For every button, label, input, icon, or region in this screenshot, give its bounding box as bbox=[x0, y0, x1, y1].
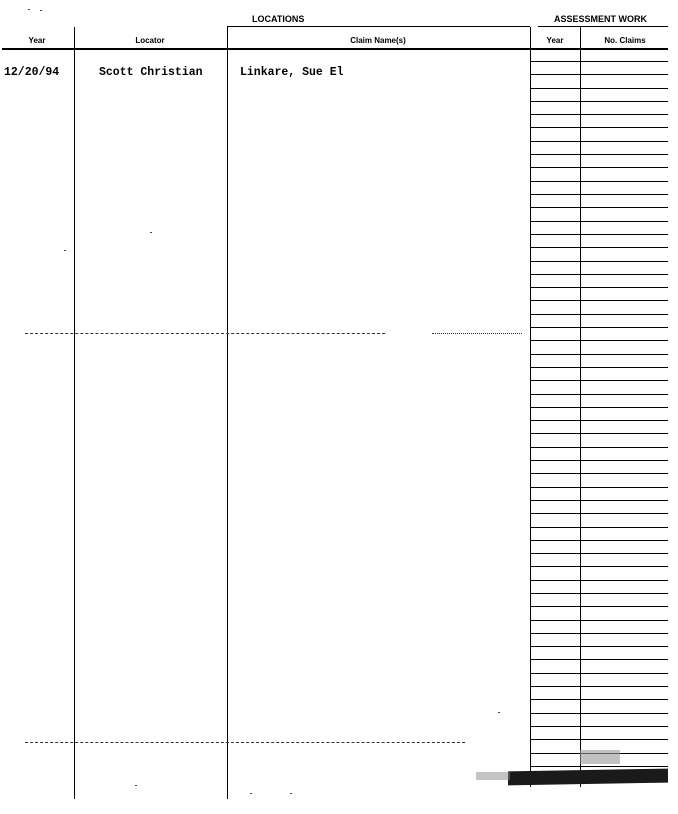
assessment-work-rule bbox=[531, 274, 668, 275]
scan-speck bbox=[290, 793, 292, 794]
scan-smudge bbox=[508, 769, 668, 786]
entry-claim-names: Linkare, Sue El bbox=[240, 66, 344, 79]
scan-speck bbox=[135, 785, 137, 786]
scan-speck bbox=[250, 793, 252, 794]
assessment-work-rule bbox=[531, 633, 668, 634]
assessment-work-rule bbox=[531, 181, 668, 182]
assessment-work-rule bbox=[531, 593, 668, 594]
assessment-work-rule bbox=[531, 394, 668, 395]
assessment-work-rule bbox=[531, 247, 668, 248]
assessment-work-rule bbox=[531, 699, 668, 700]
assessment-work-rule bbox=[531, 114, 668, 115]
assessment-work-rule bbox=[531, 407, 668, 408]
assessment-work-rule bbox=[531, 766, 668, 767]
assessment-work-rule bbox=[531, 686, 668, 687]
assessment-work-rule bbox=[531, 101, 668, 102]
locations-group-header: LOCATIONS bbox=[252, 14, 305, 24]
assessment-work-rule bbox=[531, 606, 668, 607]
assessment-work-rule bbox=[531, 659, 668, 660]
scan-speck bbox=[28, 9, 30, 10]
assessment-work-rule bbox=[531, 420, 668, 421]
column-header-aw-year: Year bbox=[546, 36, 564, 45]
assessment-work-rule bbox=[531, 327, 668, 328]
assessment-work-rule bbox=[531, 527, 668, 528]
assessment-work-rule bbox=[531, 354, 668, 355]
scan-smudge-fade bbox=[476, 772, 510, 780]
header-bottom-rule bbox=[2, 48, 668, 50]
divider-year-locator bbox=[74, 27, 75, 799]
assessment-work-rule bbox=[531, 74, 668, 75]
assessment-work-rule bbox=[531, 287, 668, 288]
assessment-work-rule bbox=[531, 194, 668, 195]
assessment-work-rule bbox=[531, 167, 668, 168]
column-header-locator: Locator bbox=[135, 36, 165, 45]
scan-speck bbox=[64, 250, 66, 251]
assessment-work-rule bbox=[531, 673, 668, 674]
assessment-work-rule bbox=[531, 513, 668, 514]
assessment-work-rule bbox=[531, 447, 668, 448]
assessment-work-rule bbox=[531, 726, 668, 727]
mid-dashed-separator bbox=[25, 333, 385, 334]
bottom-dashed-separator bbox=[25, 742, 465, 743]
assessment-work-rule bbox=[531, 234, 668, 235]
assessment-work-rule bbox=[531, 221, 668, 222]
column-header-aw-no-claims: No. Claims bbox=[604, 36, 646, 45]
column-header-claim-names: Claim Name(s) bbox=[350, 36, 406, 45]
assessment-work-rule bbox=[531, 207, 668, 208]
assessment-work-rule bbox=[531, 460, 668, 461]
scan-speck bbox=[150, 232, 152, 233]
assessment-work-rule bbox=[531, 300, 668, 301]
assessment-work-rule bbox=[531, 314, 668, 315]
header-top-rule bbox=[227, 26, 530, 27]
assessment-work-rule bbox=[531, 88, 668, 89]
column-header-year: Year bbox=[28, 36, 46, 45]
assessment-work-rule bbox=[531, 540, 668, 541]
assessment-work-rule bbox=[531, 646, 668, 647]
scan-speck bbox=[498, 712, 500, 713]
assessment-work-rule bbox=[531, 500, 668, 501]
assessment-work-rule bbox=[531, 367, 668, 368]
assessment-work-rule bbox=[531, 553, 668, 554]
assessment-work-rule bbox=[531, 739, 668, 740]
scan-speck bbox=[40, 10, 42, 11]
assessment-work-rule bbox=[531, 141, 668, 142]
assessment-work-rule bbox=[531, 487, 668, 488]
assessment-work-rule bbox=[531, 340, 668, 341]
header-top-rule-aw bbox=[538, 26, 668, 27]
assessment-work-rule bbox=[531, 566, 668, 567]
assessment-work-rule bbox=[531, 380, 668, 381]
assessment-work-rule bbox=[531, 433, 668, 434]
mid-dashed-separator-right bbox=[432, 333, 522, 334]
assessment-work-rule bbox=[531, 713, 668, 714]
assessment-work-rule bbox=[531, 580, 668, 581]
assessment-work-rule bbox=[531, 154, 668, 155]
assessment-work-rule bbox=[531, 261, 668, 262]
entry-locator: Scott Christian bbox=[99, 66, 203, 79]
assessment-work-group-header: ASSESSMENT WORK bbox=[554, 14, 648, 24]
scan-smudge-light bbox=[580, 750, 620, 764]
assessment-work-rule bbox=[531, 61, 668, 62]
entry-year: 12/20/94 bbox=[4, 66, 60, 79]
assessment-work-rule bbox=[531, 620, 668, 621]
assessment-work-rule bbox=[531, 473, 668, 474]
assessment-work-rule bbox=[531, 127, 668, 128]
divider-locator-claims bbox=[227, 27, 228, 799]
